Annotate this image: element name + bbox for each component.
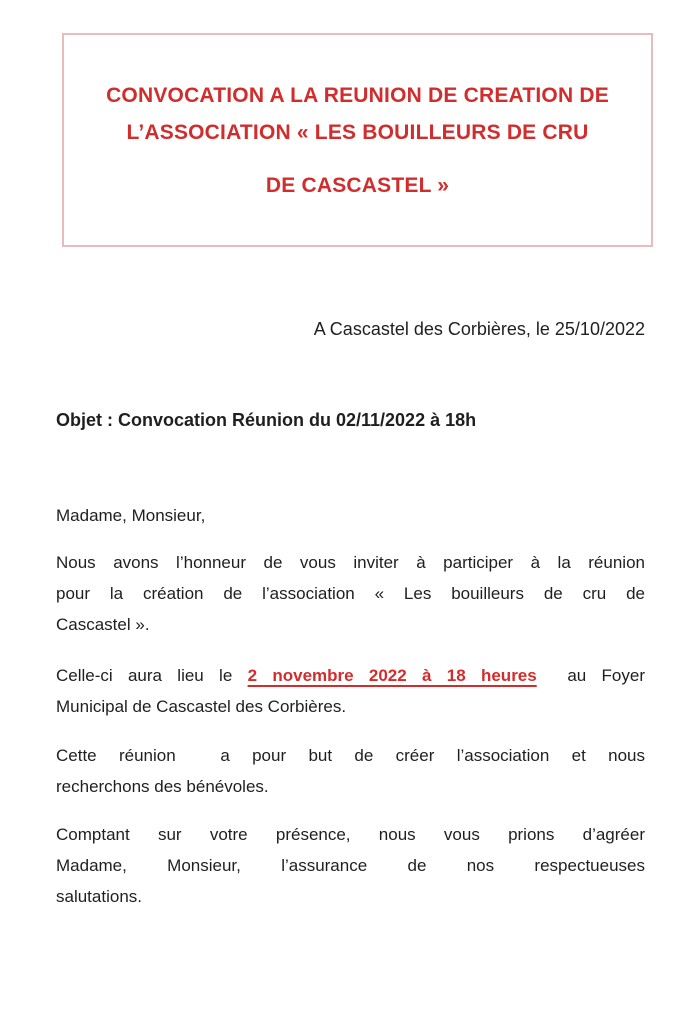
body-line: Comptant sur votre présence, nous vous prions d’agréer [56, 825, 645, 844]
body-line: Madame, Monsieur, l’assurance de nos respectueuses [56, 856, 645, 875]
body-line: pour la création de l’association « Les bouilleurs de cru de [56, 584, 645, 603]
paragraph-closing [56, 819, 645, 912]
body-line: Nous avons l’honneur de vous inviter à participer à la réunion [56, 553, 645, 572]
body-line: Cascastel ». [56, 615, 150, 634]
paragraph-invitation [56, 547, 645, 640]
subject-line: Objet : Convocation Réunion du 02/11/2022 à 18h [56, 410, 477, 430]
date-place-line: A Cascastel des Corbières, le 25/10/2022 [313, 319, 645, 339]
body-line: recherchons des bénévoles. [56, 777, 269, 796]
paragraph-purpose [56, 740, 645, 802]
meeting-date-highlight: 2 novembre 2022 à 18 heures [247, 666, 537, 685]
body-line-with-highlight [56, 660, 645, 691]
body-line: Cette réunion a pour but de créer l’association et nous [56, 746, 645, 765]
meeting-line-suffix: au Foyer [536, 666, 645, 685]
title-line-3: DE CASCASTEL » [265, 174, 450, 197]
title-line-1: CONVOCATION A LA REUNION DE CREATION DE [106, 84, 609, 107]
meeting-line-prefix: Celle-ci aura lieu le [56, 666, 248, 685]
body-line: salutations. [56, 887, 142, 906]
salutation-line: Madame, Monsieur, [56, 506, 206, 525]
title-line-2: L’ASSOCIATION « LES BOUILLEURS DE CRU [126, 121, 589, 144]
convocation-title-box [62, 33, 653, 247]
paragraph-meeting-date [56, 660, 645, 722]
body-line: Municipal de Cascastel des Corbières. [56, 697, 347, 716]
